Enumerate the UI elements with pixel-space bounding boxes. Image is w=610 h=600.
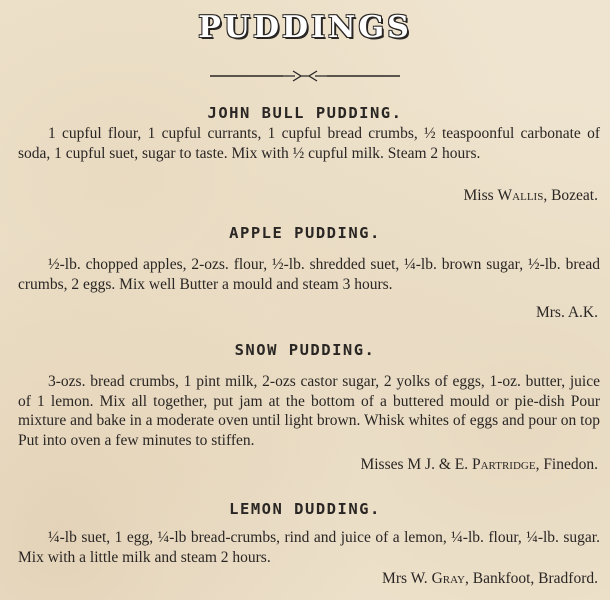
ornament-divider-icon — [205, 68, 405, 84]
recipe-author — [464, 187, 599, 205]
author-name: Gray — [431, 570, 465, 587]
author-suffix: , Bankfoot, Bradford. — [464, 570, 598, 587]
author-prefix: Miss — [463, 187, 494, 204]
recipe-body: ½-lb. chopped apples, 2-ozs. flour, ½-lb. shredded suet, ¼-lb. brown sugar, ½-lb. bread crumbs, 2 eggs. Mix well Butter a mould and steam 3 hours. — [18, 256, 600, 293]
author-suffix: , Finedon. — [535, 456, 598, 473]
recipe-heading: JOHN BULL PUDDING. — [207, 104, 403, 122]
recipe-author — [360, 456, 598, 474]
recipe-author — [382, 570, 598, 588]
recipe-body: ¼-lb suet, 1 egg, ¼-lb bread-crumbs, rind and juice of a lemon, ¼-lb. flour, ¼-lb. sugar. Mix with a little milk and steam 2 hours. — [18, 529, 600, 566]
author-name: Partridge — [471, 456, 536, 473]
recipe-body: 1 cupful flour, 1 cupful currants, 1 cupful bread crumbs, ½ teaspoonful carbonate of soda, 1 cupful suet, sugar to taste. Mix with ½ cupful milk. Steam 2 hours. — [18, 125, 600, 162]
recipe-heading: APPLE PUDDING. — [229, 224, 381, 242]
page-title: PUDDINGS — [198, 10, 412, 45]
author-name: Wallis — [497, 187, 544, 204]
recipe-body: 3-ozs. bread crumbs, 1 pint milk, 2-ozs castor sugar, 2 yolks of eggs, 1-oz. butter, juice of 1 lemon. Mix all together, put jam at the bottom of a buttered mould or pie-dish Pour mixture and bake in a moderate oven until light brown. Whisk whites of eggs and pour on top Put into oven a few minutes to stiffen. — [18, 373, 600, 449]
author-prefix: Mrs W. — [382, 570, 428, 587]
recipe-heading: SNOW PUDDING. — [234, 341, 376, 359]
recipe-author — [536, 304, 598, 322]
author-prefix: Mrs. A.K. — [535, 304, 598, 321]
author-suffix: , Bozeat. — [543, 187, 598, 204]
recipe-heading: LEMON DUDDING. — [229, 500, 381, 518]
author-prefix: Misses M J. & E. — [360, 456, 469, 473]
